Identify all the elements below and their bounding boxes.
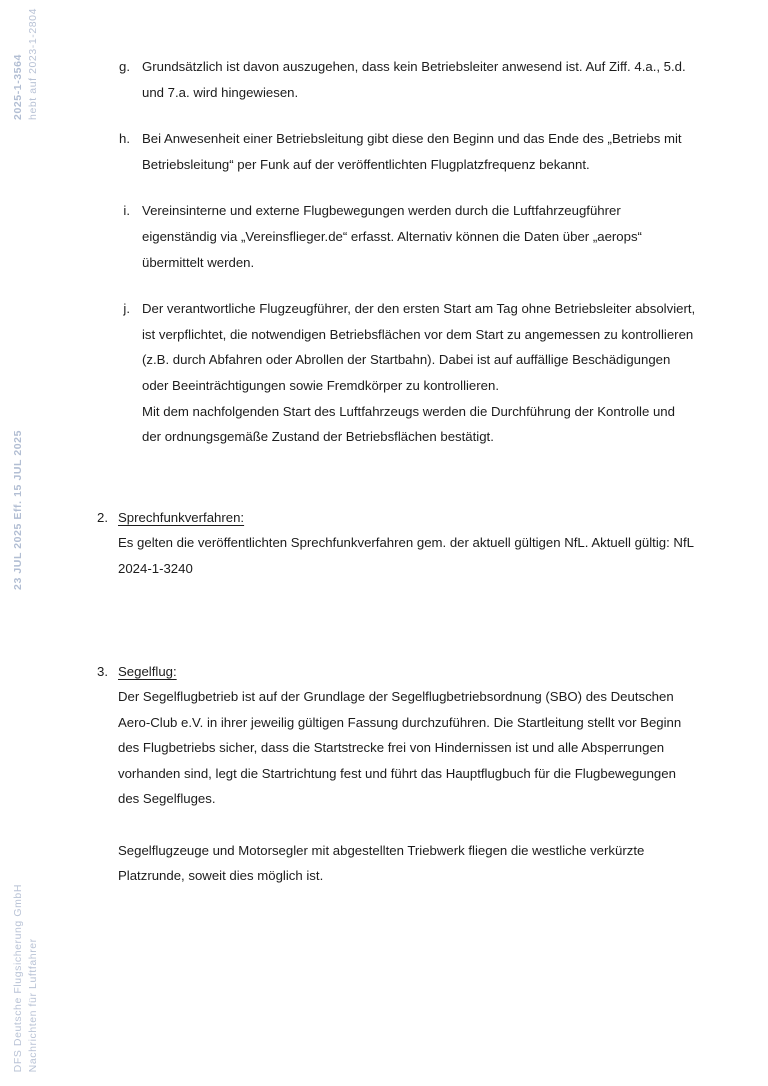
list-item-marker: h.: [119, 131, 130, 147]
section-heading: Segelflug:: [118, 663, 177, 679]
margin-note-top-supersedes: hebt auf 2023-1-2804: [27, 8, 39, 120]
section-heading: Sprechfunkverfahren:: [118, 509, 245, 525]
list-item-marker: g.: [119, 59, 130, 74]
list-item-paragraph: Grundsätzlich ist davon auszugehen, dass kein Betriebsleiter anwesend ist. Auf Ziff. 4.a., 5.d. und 7.a. wird hingewiesen.: [142, 59, 686, 100]
margin-note-organization: DFS Deutsche Flugsicherung GmbH: [12, 883, 24, 1072]
list-item-marker: j.: [123, 301, 130, 317]
margin-note-top: [12, 8, 39, 120]
list-item-paragraph: Mit dem nachfolgenden Start des Luftfahrzeugs werden die Durchführung der Kontrolle und der ordnungsgemäße Zustand der Betriebsflächen bestätigt.: [142, 403, 675, 445]
section-marker: 3.: [97, 663, 108, 679]
margin-note-dates: [12, 430, 24, 590]
list-item: [97, 54, 697, 105]
margin-note-top-nfl-number: 2025-1-3564: [12, 54, 24, 120]
section-marker: 2.: [97, 509, 108, 525]
list-item-paragraph: Vereinsinterne und externe Flugbewegungen werden durch die Luftfahrzeugführer eigenständig via „Vereinsflieger.de“ erfasst. Alternativ können die Daten über „aerops“ übermittelt werden.: [142, 203, 642, 270]
list-item: [97, 296, 697, 450]
section-paragraph: Segelflugzeuge und Motorsegler mit abgestellten Triebwerk fliegen die westliche verkürzte Platzrunde, soweit dies möglich ist.: [118, 842, 645, 884]
section-paragraph: Der Segelflugbetrieb ist auf der Grundlage der Segelflugbetriebsordnung (SBO) des Deutschen Aero-Club e.V. in ihrer jeweilig gültigen Fassung durchzuführen. Die Startleitung stellt vor Beginn des Flugbetriebs sicher, dass die Startstrecke frei von Hindernissen ist und alle Absperrungen vorhanden sind, legt die Startrichtung fest und führt das Hauptflugbuch für die Flugbewegungen des Segelfluges.: [118, 689, 682, 807]
document-body: [97, 54, 697, 910]
list-item-paragraph: Bei Anwesenheit einer Betriebsleitung gibt diese den Beginn und das Ende des „Betriebs mit Betriebsleitung“ per Funk auf der veröffentlichten Flugplatzfrequenz bekannt.: [142, 131, 682, 172]
list-item-paragraph: Der verantwortliche Flugzeugführer, der den ersten Start am Tag ohne Betriebsleiter absolviert, ist verpflichtet, die notwendigen Betriebsflächen vor dem Start zu angemessen zu kontrollieren (z.B. durch Abfahren oder Abrollen der Startbahn). Dabei ist auf auffällige Beschädigungen oder Beeinträchtigungen sowie Fremdkörper zu kontrollieren.: [142, 301, 696, 393]
margin-note-publication-name: Nachrichten für Luftfahrer: [27, 937, 39, 1072]
paragraph-gap: [118, 812, 697, 838]
section-spacer: [97, 471, 697, 505]
margin-note-publication-effective-dates: 23 JUL 2025 Eff. 15 JUL 2025: [12, 430, 24, 590]
list-item-marker: i.: [123, 203, 130, 219]
margin-note-publisher: [12, 884, 39, 1072]
list-item: [97, 198, 697, 275]
section-item: [97, 505, 697, 582]
list-item: [97, 126, 697, 177]
section-spacer: [97, 603, 697, 659]
section-item: [97, 659, 697, 889]
section-paragraph: Es gelten die veröffentlichten Sprechfunkverfahren gem. der aktuell gültigen NfL. Aktuell gültig: NfL 2024-1-3240: [118, 535, 694, 576]
